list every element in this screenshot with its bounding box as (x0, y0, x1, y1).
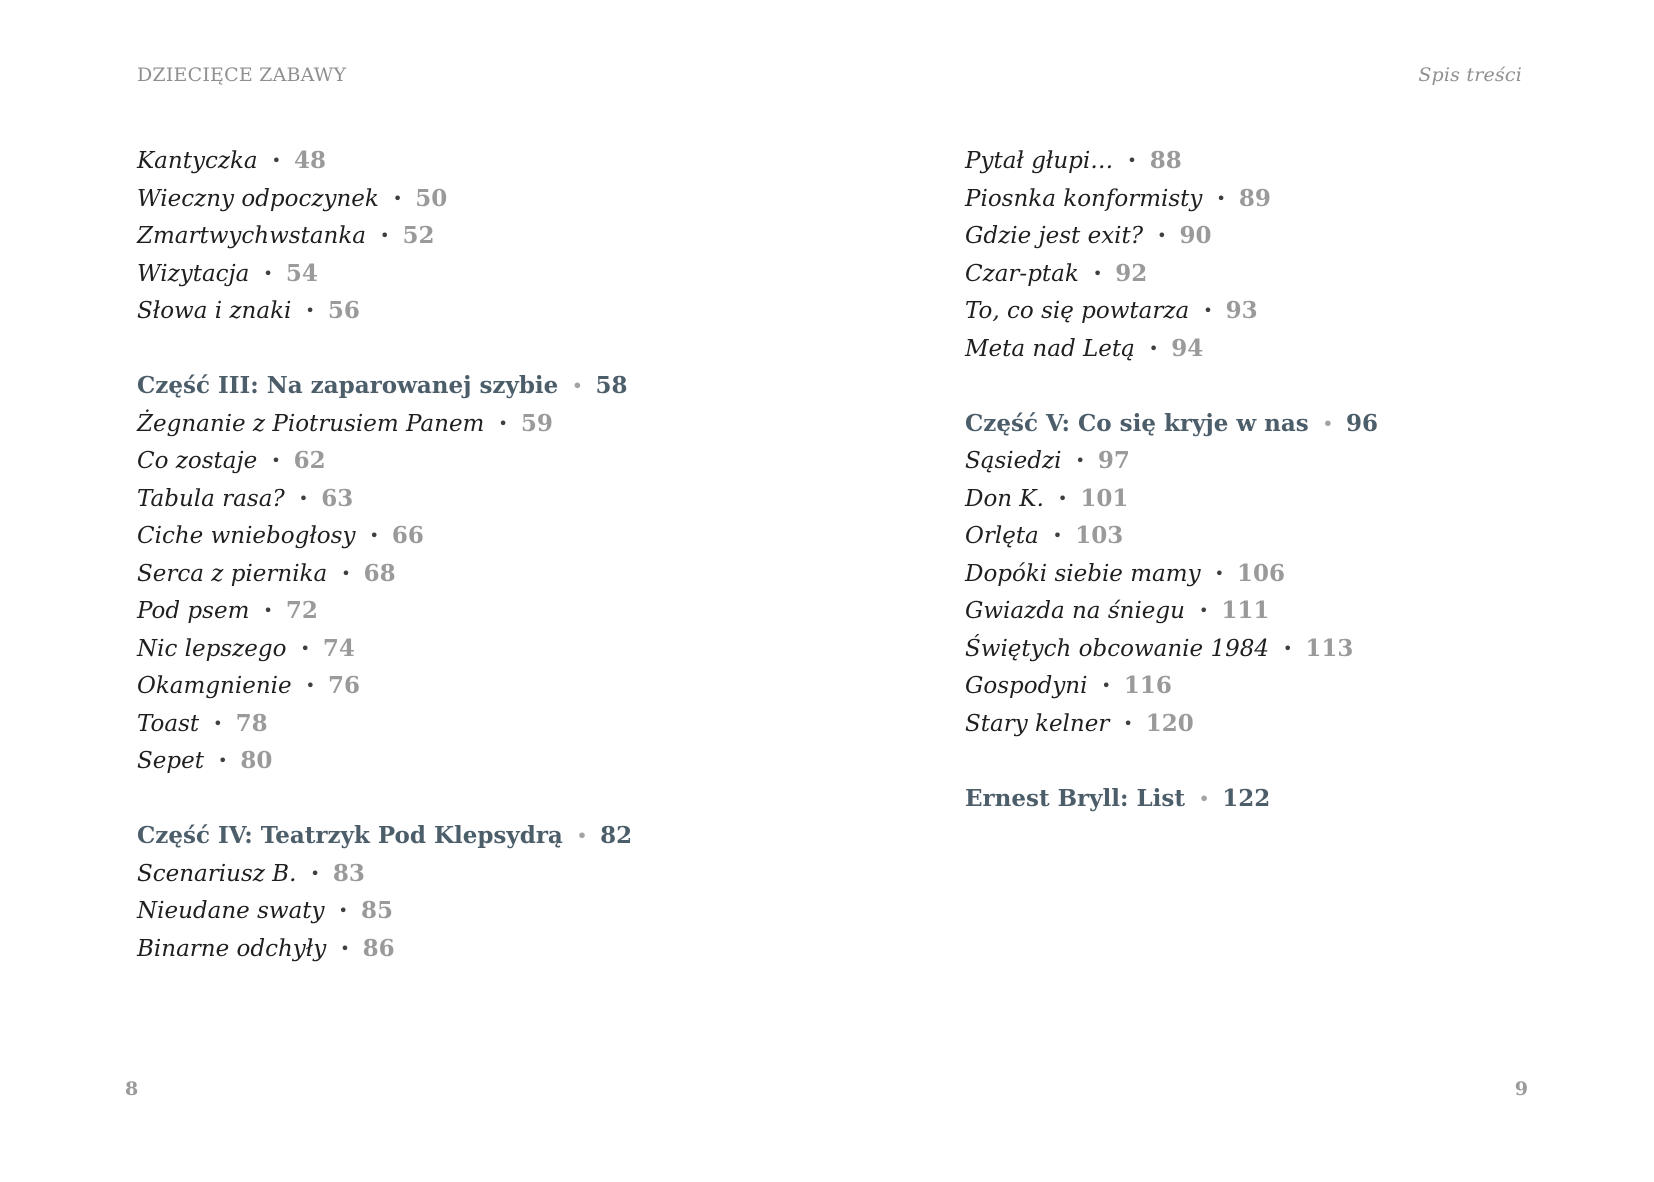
toc-entry-title: Tabula rasa? (137, 485, 285, 512)
toc-entry-page: 92 (1115, 259, 1148, 287)
toc-entry (137, 180, 837, 218)
toc-entry (965, 592, 1654, 630)
toc-entry (137, 255, 837, 293)
toc-entry-page: 116 (1123, 672, 1172, 699)
toc-entry-title: Piosnka konformisty (965, 185, 1203, 212)
bullet-separator: • (1157, 226, 1167, 245)
toc-entry (965, 255, 1654, 293)
part-heading-part-5 (965, 405, 1654, 443)
bullet-separator: • (340, 938, 350, 958)
bullet-separator: • (1127, 151, 1137, 170)
toc-entry-title: Czar-ptak (965, 260, 1079, 287)
toc-entry (965, 480, 1654, 518)
toc-entry-title: Don K. (965, 485, 1044, 512)
toc-entry-page: 63 (321, 484, 354, 512)
toc-entry (137, 480, 837, 518)
toc-entry-title: Świętych obcowanie 1984 (965, 635, 1269, 662)
toc-entry-page: 52 (402, 222, 435, 249)
toc-entry (965, 705, 1654, 743)
toc-entry-title: Orlęta (965, 523, 1039, 549)
toc-entry (965, 630, 1654, 668)
toc-entry-title: Gospodyni (965, 673, 1088, 699)
bullet-separator: • (217, 751, 228, 770)
toc-entry-title: Nieudane swaty (137, 898, 325, 924)
toc-entry-title: Okamgnienie (137, 673, 292, 699)
section-spacer (965, 367, 1654, 405)
bullet-separator: • (1198, 788, 1210, 808)
bullet-separator: • (341, 563, 351, 583)
toc-entry-page: 62 (293, 447, 326, 474)
bullet-separator: • (213, 713, 223, 733)
toc-entry-title: Scenariusz B. (137, 860, 297, 887)
toc-entry (965, 555, 1654, 593)
toc-entry-title: Sąsiedzi (965, 448, 1062, 474)
toc-entry (137, 667, 837, 705)
section-spacer (137, 780, 837, 818)
toc-entry-title: Toast (137, 710, 200, 737)
toc-entry-page: 68 (363, 559, 396, 587)
bullet-separator: • (498, 413, 508, 433)
part-heading-title: Część IV: Teatrzyk Pod Klepsydrą (137, 822, 563, 849)
toc-entry (965, 180, 1654, 218)
toc-entry-page: 76 (328, 672, 361, 699)
toc-entry (137, 517, 837, 555)
toc-entry-page: 85 (360, 897, 393, 924)
bullet-separator: • (305, 301, 315, 320)
bullet-separator: • (338, 901, 348, 920)
toc-entry (137, 405, 837, 443)
toc-entry (965, 667, 1654, 705)
page-number-right: 9 (1514, 1078, 1528, 1100)
running-head-book-title: DZIECIĘCE ZABAWY (137, 64, 347, 86)
bullet-separator: • (369, 526, 379, 545)
toc-entry-title: Zmartwychwstanka (137, 223, 367, 249)
toc-entry (137, 892, 837, 930)
part-heading-page: 82 (600, 822, 633, 849)
toc-entry-page: 78 (235, 709, 268, 737)
toc-entry (965, 442, 1654, 480)
toc-entry (137, 930, 837, 968)
bullet-separator: • (310, 863, 320, 883)
toc-entry-title: Żegnanie z Piotrusiem Panem (137, 410, 485, 437)
bullet-separator: • (263, 601, 273, 620)
toc-entry-page: 106 (1237, 559, 1286, 587)
running-head-section-title: Spis treści (1418, 64, 1522, 86)
bullet-separator: • (1282, 638, 1293, 658)
toc-entry-title: Pytał głupi… (965, 148, 1114, 174)
toc-entry-page: 97 (1097, 447, 1130, 474)
bullet-separator: • (305, 676, 316, 695)
toc-entry (137, 630, 837, 668)
part-heading-page: 96 (1345, 409, 1378, 437)
bullet-separator: • (1216, 188, 1226, 208)
toc-entry (137, 217, 837, 255)
bullet-separator: • (380, 226, 390, 245)
part-heading-page: 122 (1222, 784, 1271, 812)
bullet-separator: • (1214, 563, 1224, 583)
bullet-separator: • (298, 488, 309, 508)
toc-entry-title: Co zostaje (137, 448, 258, 474)
toc-entry (137, 855, 837, 893)
toc-entry-title: Binarne odchyły (137, 935, 327, 962)
toc-entry-page: 80 (240, 747, 273, 774)
toc-entry (137, 442, 837, 480)
toc-entry-page: 113 (1305, 634, 1354, 662)
toc-entry-page: 101 (1080, 484, 1129, 512)
toc-entry-title: Gwiazda na śniegu (965, 598, 1185, 624)
toc-entry-page: 72 (285, 597, 318, 624)
toc-column-right (965, 142, 1654, 817)
toc-entry-title: Ciche wniebogłosy (137, 523, 356, 549)
toc-entry-title: Słowa i znaki (137, 298, 292, 324)
toc-entry (965, 330, 1654, 368)
toc-entry-title: Pod psem (137, 598, 250, 624)
toc-entry (137, 292, 837, 330)
toc-entry-page: 50 (415, 184, 448, 212)
bullet-separator: • (1198, 601, 1209, 620)
bullet-separator: • (1052, 526, 1063, 545)
part-heading-title: Część III: Na zaparowanej szybie (137, 372, 559, 399)
toc-entry-page: 54 (285, 259, 318, 287)
toc-entry-page: 74 (322, 634, 355, 662)
bullet-separator: • (1101, 676, 1111, 695)
toc-entry-page: 56 (327, 297, 360, 324)
toc-entry-title: Nic lepszego (137, 635, 287, 662)
toc-entry-title: Serca z piernika (137, 560, 328, 587)
bullet-separator: • (576, 826, 588, 845)
toc-entry-page: 86 (362, 934, 395, 962)
bullet-separator: • (271, 451, 281, 470)
part-heading-closing-letter (965, 780, 1654, 818)
toc-entry-title: Dopóki siebie mamy (965, 560, 1201, 587)
toc-entry (965, 142, 1654, 180)
bullet-separator: • (1203, 301, 1213, 320)
toc-entry-page: 48 (294, 147, 327, 174)
bullet-separator: • (1322, 413, 1333, 433)
part-heading-part-3 (137, 367, 837, 405)
toc-entry-page: 94 (1171, 334, 1204, 362)
part-heading-title: Ernest Bryll: List (965, 784, 1185, 812)
toc-entry-title: Kantyczka (137, 148, 258, 174)
toc-entry (965, 292, 1654, 330)
toc-entry-page: 83 (332, 859, 365, 887)
part-heading-title: Część V: Co się kryje w nas (965, 409, 1309, 437)
toc-entry-title: To, co się powtarza (965, 298, 1190, 324)
toc-entry-page: 93 (1225, 297, 1258, 324)
toc-entry-page: 90 (1179, 222, 1212, 249)
section-spacer (965, 742, 1654, 780)
bullet-separator: • (572, 376, 583, 395)
toc-entry (137, 742, 837, 780)
toc-entry (137, 705, 837, 743)
toc-entry-title: Gdzie jest exit? (965, 223, 1144, 249)
toc-entry-title: Stary kelner (965, 710, 1110, 737)
toc-entry-page: 59 (520, 409, 553, 437)
toc-entry-page: 88 (1149, 147, 1182, 174)
toc-entry-page: 120 (1145, 709, 1194, 737)
page-number-left: 8 (125, 1078, 139, 1100)
toc-entry (137, 142, 837, 180)
toc-entry-page: 111 (1221, 597, 1270, 624)
bullet-separator: • (263, 263, 273, 283)
part-heading-part-4 (137, 817, 837, 855)
toc-entry-title: Wieczny odpoczynek (137, 185, 379, 212)
bullet-separator: • (1092, 263, 1103, 283)
bullet-separator: • (271, 151, 282, 170)
toc-column-left (137, 142, 837, 967)
part-heading-page: 58 (595, 372, 628, 399)
bullet-separator: • (1148, 338, 1159, 358)
bullet-separator: • (392, 188, 403, 208)
bullet-separator: • (300, 638, 310, 658)
toc-entry-page: 66 (391, 522, 424, 549)
bullet-separator: • (1057, 488, 1068, 508)
toc-entry-page: 89 (1238, 184, 1271, 212)
toc-entry-page: 103 (1075, 522, 1124, 549)
toc-entry (965, 517, 1654, 555)
toc-entry (965, 217, 1654, 255)
section-spacer (137, 330, 837, 368)
bullet-separator: • (1123, 713, 1133, 733)
toc-entry-title: Meta nad Letą (965, 335, 1135, 362)
toc-entry-title: Sepet (137, 748, 204, 774)
bullet-separator: • (1075, 451, 1085, 470)
toc-entry-title: Wizytacja (137, 260, 250, 287)
toc-entry (137, 555, 837, 593)
toc-entry (137, 592, 837, 630)
